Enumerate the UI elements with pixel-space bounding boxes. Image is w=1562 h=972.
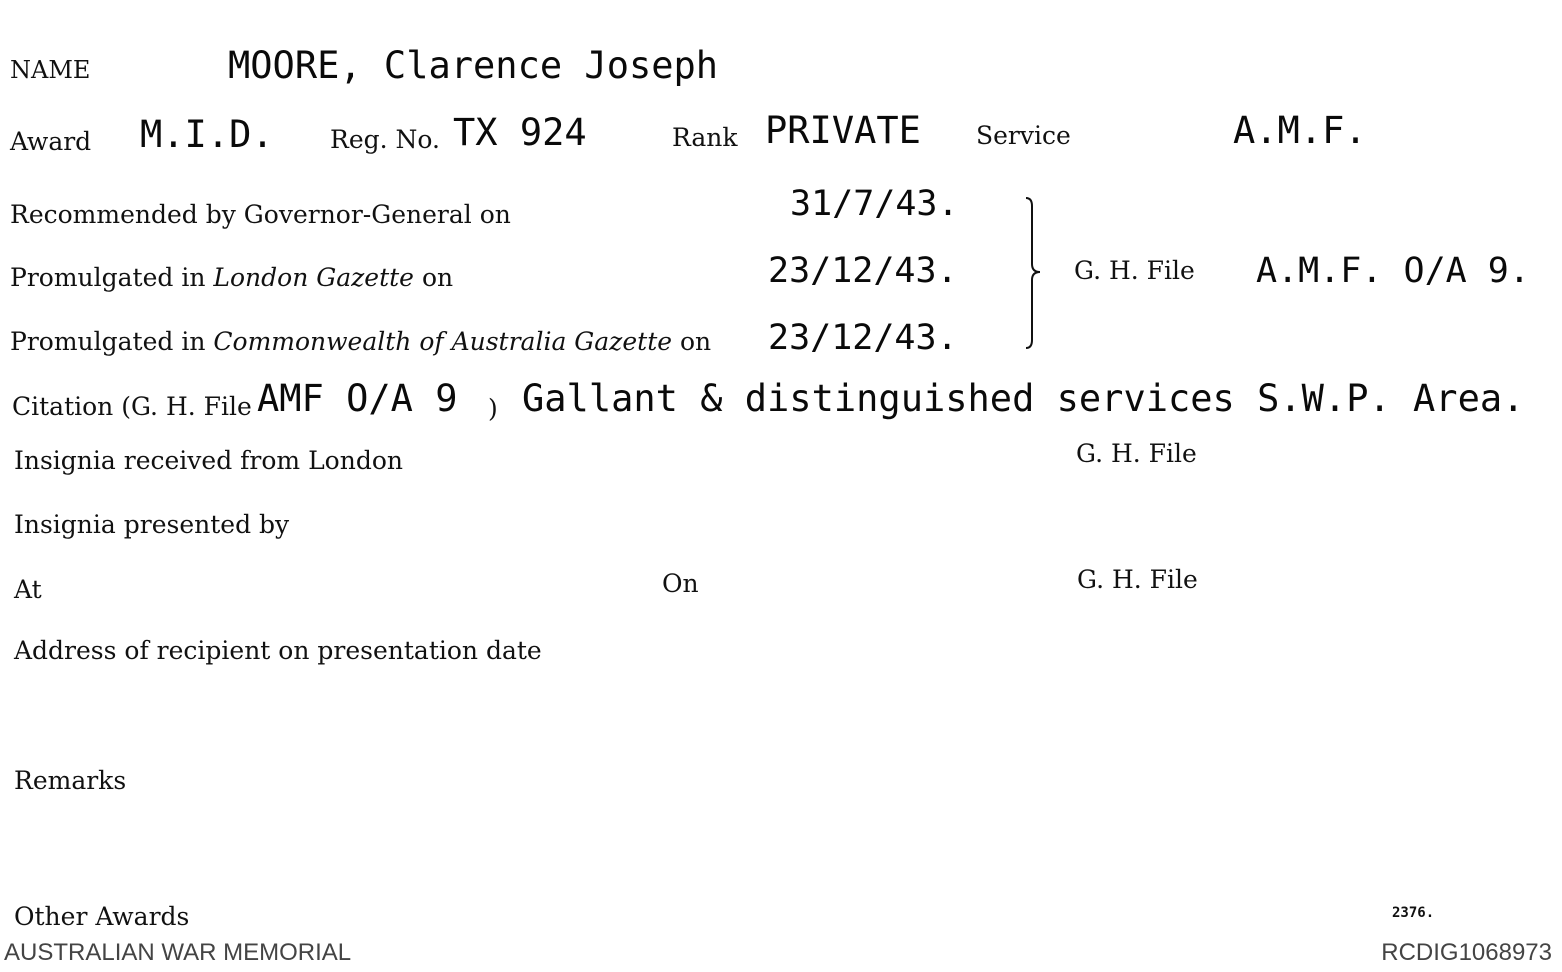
address-label: Address of recipient on presentation date xyxy=(14,636,542,665)
citation-file: AMF O/A 9 xyxy=(257,377,458,420)
citation-text: Gallant & distinguished services S.W.P. Area. xyxy=(522,377,1525,420)
award-value: M.I.D. xyxy=(140,113,274,156)
london-gazette-date: 23/12/43. xyxy=(768,251,958,291)
remarks-label: Remarks xyxy=(14,766,127,795)
on-text: on xyxy=(421,263,454,292)
name-value: MOORE, Clarence Joseph xyxy=(228,44,719,87)
at-label: At xyxy=(14,575,42,604)
on-label: On xyxy=(662,569,699,598)
footer-left: AUSTRALIAN WAR MEMORIAL xyxy=(4,939,352,966)
gh-file-value: A.M.F. O/A 9. xyxy=(1256,251,1530,291)
recommended-label: Recommended by Governor-General on xyxy=(10,200,511,229)
insignia-presented-label: Insignia presented by xyxy=(14,510,290,539)
citation-close-paren: ) xyxy=(488,394,498,423)
rank-label: Rank xyxy=(672,123,738,152)
other-awards-label: Other Awards xyxy=(14,902,190,931)
stamp-number: 2376. xyxy=(1392,905,1435,921)
insignia-received-label: Insignia received from London xyxy=(14,446,403,475)
rank-value: PRIVATE xyxy=(765,109,921,152)
london-gazette-text: London Gazette xyxy=(213,263,414,292)
citation-label: Citation (G. H. File xyxy=(12,392,252,421)
award-label: Award xyxy=(10,127,92,156)
commonwealth-gazette-text: Commonwealth of Australia Gazette xyxy=(213,327,673,356)
on-text-2: on xyxy=(680,327,712,356)
footer-right: RCDIG1068973 xyxy=(1381,939,1552,966)
service-value: A.M.F. xyxy=(1233,109,1367,152)
promulgated-commonwealth-label xyxy=(10,329,711,354)
reg-no-label: Reg. No. xyxy=(330,125,440,154)
commonwealth-gazette-date: 23/12/43. xyxy=(768,318,958,358)
gh-file-label-3: G. H. File xyxy=(1077,565,1198,594)
recommended-date: 31/7/43. xyxy=(790,184,959,224)
service-label: Service xyxy=(976,121,1071,150)
reg-no-value: TX 924 xyxy=(453,111,587,154)
brace-bracket xyxy=(1018,192,1048,352)
name-label: NAME xyxy=(10,56,91,84)
promulgated-london-label xyxy=(10,265,453,290)
promulgated-text-2: Promulgated in xyxy=(10,327,206,356)
promulgated-text: Promulgated in xyxy=(10,263,206,292)
gh-file-label-2: G. H. File xyxy=(1076,439,1197,468)
gh-file-label: G. H. File xyxy=(1074,256,1195,285)
